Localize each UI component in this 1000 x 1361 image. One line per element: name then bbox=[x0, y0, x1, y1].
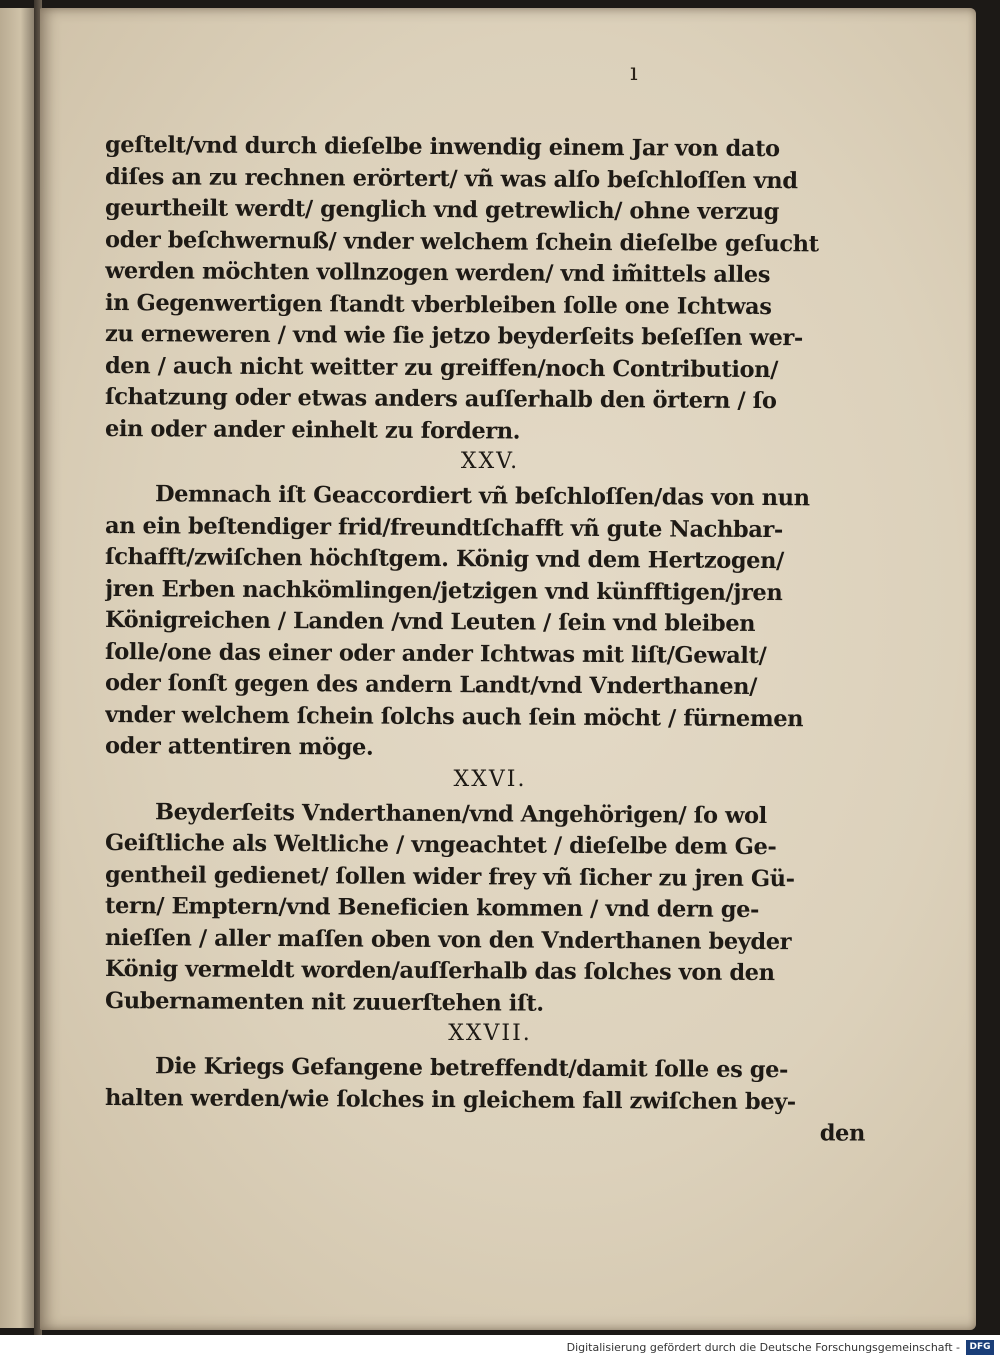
dfg-logo: DFG bbox=[966, 1340, 994, 1355]
footer-bar bbox=[0, 1335, 1000, 1361]
section-heading: XXVI. bbox=[453, 766, 527, 792]
text-line: jren Erben nachkömlingen/jetzigen vnd künfftigen/jren bbox=[104, 575, 783, 606]
text-line: in Gegenwertigen ſtandt vberbleiben ſolle one Ichtwas bbox=[104, 289, 772, 320]
text-line: oder attentiren möge. bbox=[104, 733, 374, 761]
text-line: zu erneweren / vnd wie ſie jetzo beyderſeits beſeſſen wer- bbox=[104, 321, 803, 352]
text-line: geſtelt/vnd durch dieſelbe inwendig einem Jar von dato bbox=[104, 132, 780, 163]
text-line: König vermeldt worden/auſſerhalb das ſolches von den bbox=[104, 956, 775, 987]
text-line: oder beſchwernuß/ vnder welchem ſchein dieſelbe geſucht bbox=[104, 226, 819, 257]
text-line: halten werden/wie ſolches in gleichem fall zwiſchen bey- bbox=[104, 1084, 796, 1115]
left-page-edge bbox=[0, 8, 34, 1328]
paragraph-first-line: Die Kriegs Gefangene betreffendt/damit ſolle es ge- bbox=[154, 1053, 789, 1084]
text-line: diſes an zu rechnen erörtert/ vñ was alſo beſchloſſen vnd bbox=[104, 163, 798, 194]
paragraph-first-line: Demnach iſt Geaccordiert vñ beſchloſſen/das von nun bbox=[154, 481, 810, 512]
text-line: gentheil gedienet/ ſollen wider frey vñ ſicher zu jren Gü- bbox=[104, 861, 795, 892]
text-line: ein oder ander einhelt zu fordern. bbox=[104, 415, 521, 445]
text-line: den / auch nicht weitter zu greiffen/noch Contribution/ bbox=[104, 352, 779, 383]
paragraph-first-line: Beyderſeits Vnderthanen/vnd Angehörigen/ ſo wol bbox=[154, 798, 767, 829]
text-line: vnder welchem ſchein ſolchs auch ſein möcht / fürnemen bbox=[104, 701, 804, 732]
footer-credit: Digitalisierung gefördert durch die Deutsche Forschungsgemeinschaft - bbox=[566, 1341, 960, 1354]
text-line: ſchatzung oder etwas anders auſſerhalb den örtern / ſo bbox=[104, 384, 777, 415]
page-mark: ı bbox=[630, 58, 638, 86]
section-heading: XXV. bbox=[460, 449, 520, 474]
section-heading: XXVII. bbox=[448, 1021, 532, 1046]
catchword: den bbox=[819, 1120, 866, 1147]
page-text bbox=[105, 130, 875, 1146]
text-line: ſolle/one das einer oder ander Ichtwas mit liſt/Gewalt/ bbox=[104, 638, 767, 669]
text-line: nieſſen / aller maſſen oben von den Vnderthanen beyder bbox=[104, 924, 792, 955]
text-line: tern/ Emptern/vnd Beneficien kommen / vnd dern ge- bbox=[104, 893, 760, 923]
text-line: Königreichen / Landen /vnd Leuten / ſein vnd bleiben bbox=[104, 607, 756, 637]
text-line: oder ſonſt gegen des andern Landt/vnd Vnderthanen/ bbox=[104, 670, 758, 700]
text-line: Gubernamenten nit zuuerſtehen iſt. bbox=[104, 987, 544, 1017]
text-line: ſchafft/zwiſchen höchſtgem. König vnd dem Hertzogen/ bbox=[104, 544, 784, 575]
text-line: werden möchten vollnzogen werden/ vnd im̃ittels alles bbox=[104, 258, 771, 289]
text-line: Geiſtliche als Weltliche / vngeachtet / dieſelbe dem Ge- bbox=[104, 830, 777, 861]
text-line: an ein beſtendiger frid/freundtſchafft vñ gute Nachbar- bbox=[104, 512, 783, 543]
text-line: geurtheilt werdt/ genglich vnd getrewlich/ ohne verzug bbox=[104, 195, 780, 226]
